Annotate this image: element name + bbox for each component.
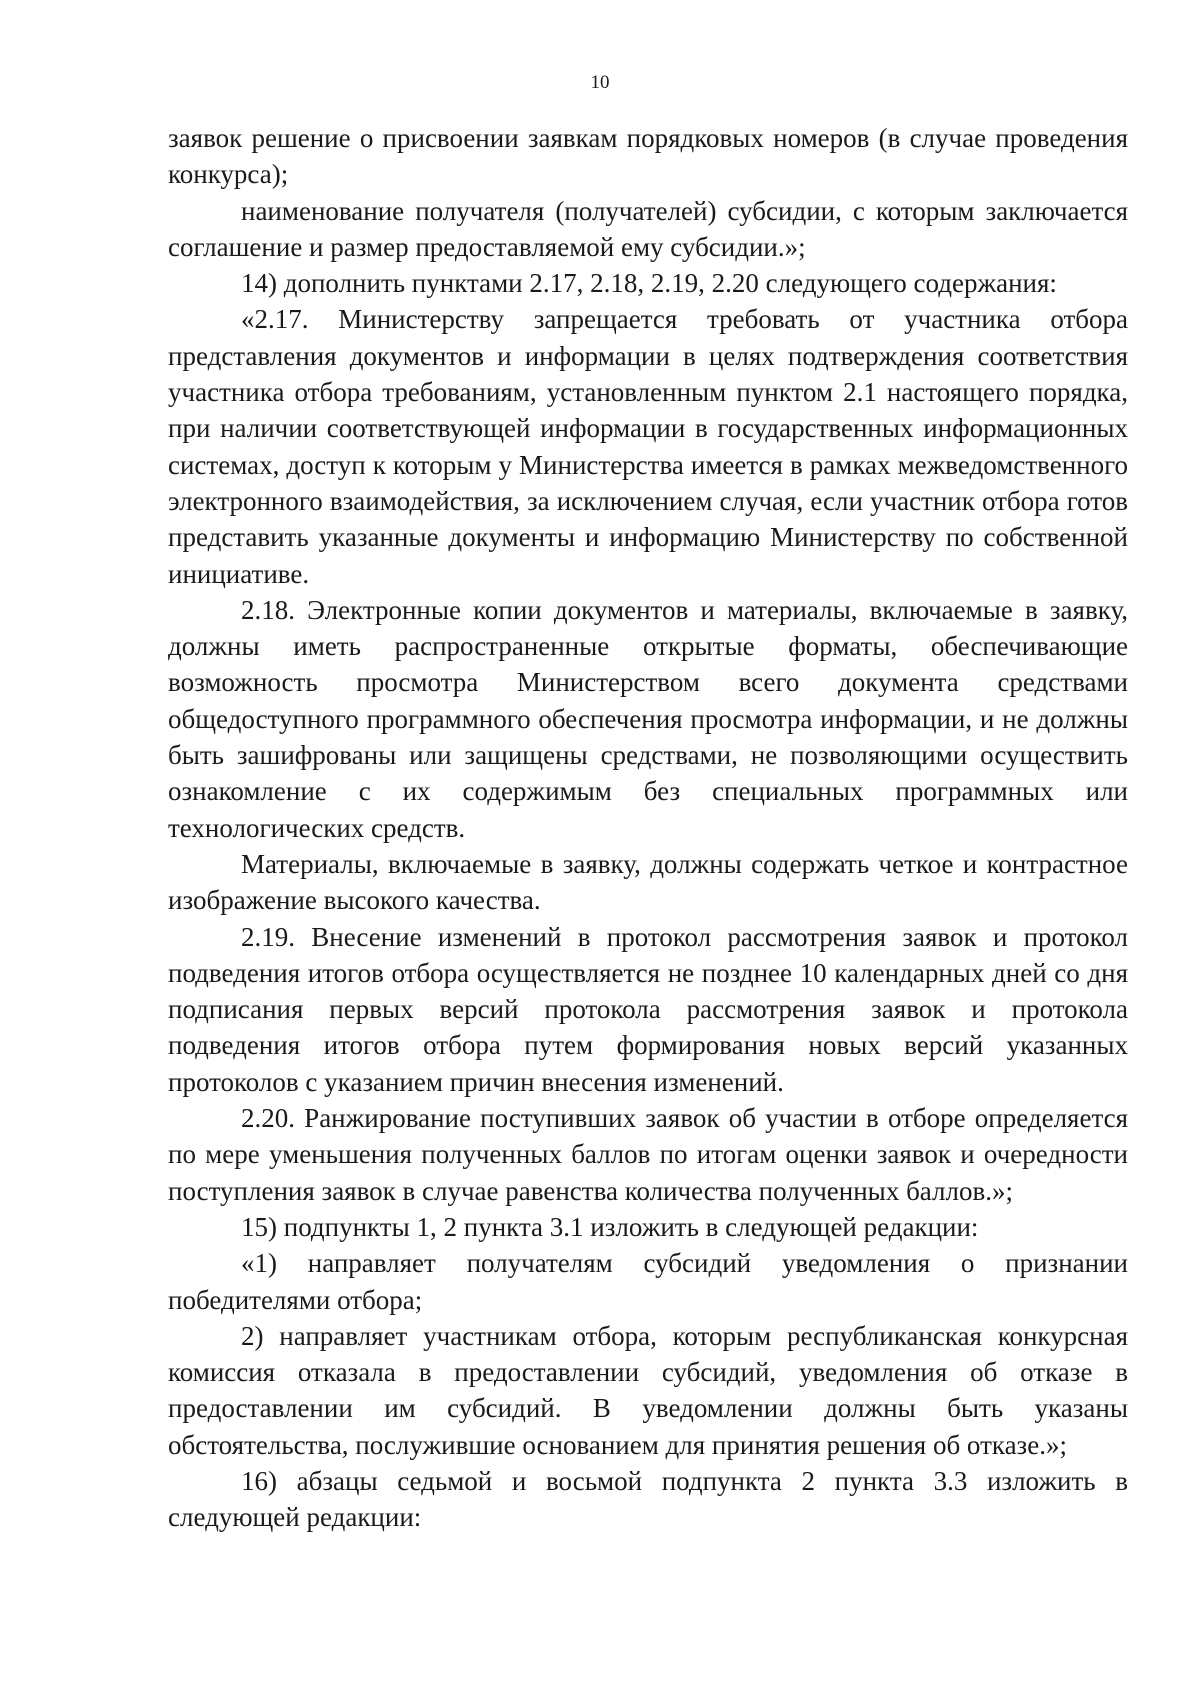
page-number: 10	[590, 72, 610, 93]
paragraph-clause-2-19: 2.19. Внесение изменений в протокол рассмотрения заявок и протокол подведения итогов отбора осуществляется не позднее 10 календарных дней со дня подписания первых версий протокола рассмотрения заявок и протокола подведения итогов отбора путем формирования новых версий указанных протоколов с указанием причин внесения изменений.	[168, 921, 1128, 1097]
document-body	[168, 120, 1128, 1536]
paragraph: Материалы, включаемые в заявку, должны содержать четкое и контрастное изображение высокого качества.	[168, 848, 1128, 916]
paragraph-subitem-2: 2) направляет участникам отбора, которым республиканская конкурсная комиссия отказала в предоставлении субсидий, уведомления об отказе в предоставлении им субсидий. В уведомлении должны быть указаны обстоятельства, послужившие основанием для принятия решения об отказе.»;	[168, 1320, 1128, 1460]
paragraph: наименование получателя (получателей) субсидии, с которым заключается соглашение и размер предоставляемой ему субсидии.»;	[168, 195, 1128, 262]
paragraph-item-16: 16) абзацы седьмой и восьмой подпункта 2 пункта 3.3 изложить в следующей редакции:	[168, 1465, 1128, 1533]
paragraph-item-15: 15) подпункты 1, 2 пункта 3.1 изложить в следующей редакции:	[241, 1211, 979, 1242]
paragraph-item-14: 14) дополнить пунктами 2.17, 2.18, 2.19, 2.20 следующего содержания:	[241, 268, 1057, 299]
paragraph-subitem-1: «1) направляет получателям субсидий уведомления о признании победителями отбора;	[168, 1248, 1128, 1315]
paragraph-clause-2-17: «2.17. Министерству запрещается требовать от участника отбора представления документов и информации в целях подтверждения соответствия участника отбора требованиям, установленным пунктом 2.1 настоящего порядка, при наличии соответствующей информации в государственных информационных системах, доступ к которым у Министерства имеется в рамках межведомственного электронного взаимодействия, за исключением случая, если участник отбора готов представить указанные документы и информацию Министерству по собственной инициативе.	[168, 304, 1128, 589]
paragraph-clause-2-20: 2.20. Ранжирование поступивших заявок об участии в отборе определяется по мере уменьшения полученных баллов по итогам оценки заявок и очередности поступления заявок в случае равенства количества полученных баллов.»;	[168, 1103, 1128, 1206]
paragraph-continuation: заявок решение о присвоении заявкам порядковых номеров (в случае проведения конкурса);	[168, 123, 1128, 190]
paragraph-clause-2-18: 2.18. Электронные копии документов и материалы, включаемые в заявку, должны иметь распространенные открытые форматы, обеспечивающие возможность просмотра Министерством всего документа средствами общедоступного программного обеспечения просмотра информации, и не должны быть зашифрованы или защищены средствами, не позволяющими осуществить ознакомление с их содержимым без специальных программных или технологических средств.	[168, 594, 1128, 843]
